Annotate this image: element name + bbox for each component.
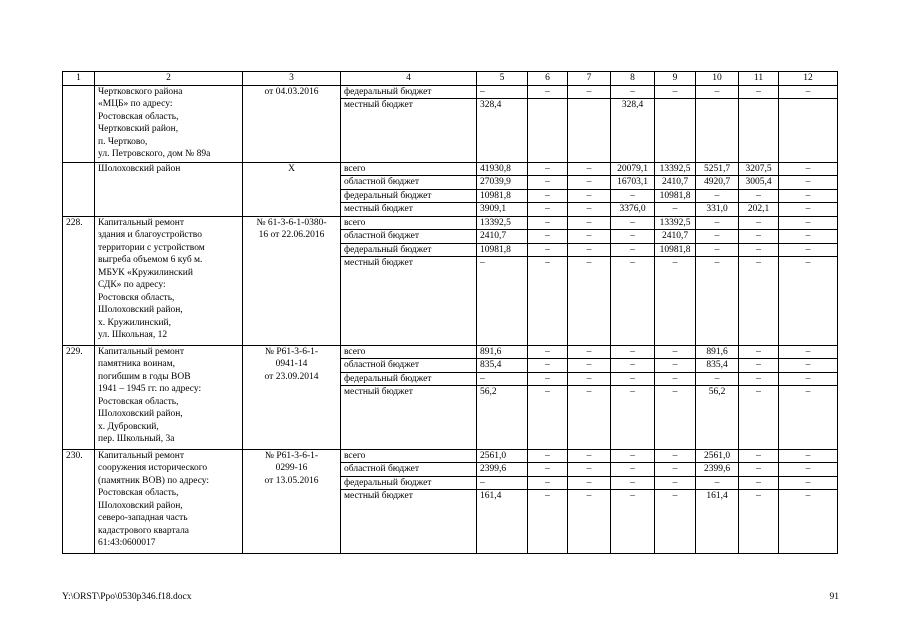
- funding-source: всего: [341, 345, 477, 359]
- object-name-line: северо-западная часть: [98, 513, 188, 523]
- value-cell-col-6: –: [528, 449, 568, 463]
- value-cell-col-5: –: [477, 476, 528, 490]
- value-cell-col-12: –: [779, 230, 838, 244]
- value-cell-col-12: –: [779, 463, 838, 477]
- value-cell-col-11: –: [739, 216, 779, 230]
- value-cell-col-6: –: [528, 230, 568, 244]
- value-cell-col-7: –: [568, 162, 611, 176]
- column-header-1: 1: [63, 72, 95, 86]
- document-reference: [243, 162, 341, 216]
- document-reference-line: № 61-3-6-1-0380-: [256, 217, 327, 228]
- value-cell-col-10: 2561,0: [696, 449, 739, 463]
- value-cell-col-12: –: [779, 257, 838, 346]
- value-cell-col-8: 20079,1: [611, 162, 655, 176]
- value-cell-col-5: 41930,8: [477, 162, 528, 176]
- value-cell-col-8: –: [611, 490, 655, 554]
- value-cell-col-11: –: [739, 449, 779, 463]
- column-header-11: 11: [739, 72, 779, 86]
- value-cell-col-9: –: [655, 257, 696, 346]
- table-row: [63, 345, 838, 359]
- funding-source: местный бюджет: [341, 490, 477, 554]
- value-cell-col-10: –: [696, 85, 739, 99]
- value-cell-col-10: 891,6: [696, 345, 739, 359]
- value-cell-col-11: –: [739, 85, 779, 99]
- funding-source: местный бюджет: [341, 257, 477, 346]
- object-name-line: Чертковского района: [98, 86, 183, 97]
- value-cell-col-7: –: [568, 85, 611, 99]
- value-cell-col-5: 56,2: [477, 386, 528, 450]
- value-cell-col-6: –: [528, 243, 568, 257]
- value-cell-col-6: –: [528, 85, 568, 99]
- value-cell-col-11: –: [739, 243, 779, 257]
- funding-source: всего: [341, 162, 477, 176]
- value-cell-col-6: –: [528, 257, 568, 346]
- value-cell-col-7: –: [568, 463, 611, 477]
- funding-source: местный бюджет: [341, 203, 477, 217]
- value-cell-col-10: –: [696, 476, 739, 490]
- object-name-line: Капитальный ремонт: [98, 217, 185, 228]
- funding-source: областной бюджет: [341, 463, 477, 477]
- value-cell-col-8: –: [611, 359, 655, 373]
- value-cell-col-11: –: [739, 359, 779, 373]
- value-cell-col-8: –: [611, 372, 655, 386]
- value-cell-col-9: 2410,7: [655, 176, 696, 190]
- value-cell-col-10: –: [696, 189, 739, 203]
- value-cell-col-5: –: [477, 85, 528, 99]
- document-reference-line: № Р61-3-6-1-: [264, 450, 319, 461]
- column-header-12: 12: [779, 72, 838, 86]
- value-cell-col-9: –: [655, 203, 696, 217]
- object-name-line: Капитальный ремонт: [98, 450, 185, 461]
- value-cell-col-10: 5251,7: [696, 162, 739, 176]
- value-cell-col-12: –: [779, 85, 838, 99]
- value-cell-col-12: –: [779, 189, 838, 203]
- value-cell-col-5: –: [477, 257, 528, 346]
- object-name: [95, 216, 243, 345]
- value-cell-col-9: –: [655, 449, 696, 463]
- object-name-line: сооружения исторического: [98, 463, 208, 473]
- value-cell-col-9: 10981,8: [655, 243, 696, 257]
- value-cell-col-8: –: [611, 476, 655, 490]
- value-cell-col-11: –: [739, 476, 779, 490]
- item-number: 229.: [63, 345, 95, 449]
- value-cell-col-8: –: [611, 386, 655, 450]
- object-name-line: Чертковский район,: [98, 124, 179, 134]
- value-cell-col-12: –: [779, 176, 838, 190]
- funding-source: федеральный бюджет: [341, 85, 477, 99]
- value-cell-col-6: –: [528, 372, 568, 386]
- document-reference-line: от 13.05.2016: [264, 475, 319, 486]
- value-cell-col-12: –: [779, 476, 838, 490]
- document-reference-line: 0941-14: [275, 359, 308, 369]
- value-cell-col-12: –: [779, 203, 838, 217]
- value-cell-col-6: –: [528, 189, 568, 203]
- value-cell-col-6: –: [528, 476, 568, 490]
- value-cell-col-9: –: [655, 463, 696, 477]
- value-cell-col-10: –: [696, 257, 739, 346]
- object-name-line: Шолоховский район,: [98, 305, 183, 315]
- object-name-line: выгреба объемом 6 куб м.: [98, 255, 203, 265]
- document-reference: [243, 345, 341, 449]
- value-cell-col-11: [739, 99, 779, 163]
- object-name-line: «МЦБ» по адресу:: [98, 99, 173, 109]
- value-cell-col-5: 161,4: [477, 490, 528, 554]
- funding-source: местный бюджет: [341, 99, 477, 163]
- value-cell-col-8: 328,4: [611, 99, 655, 163]
- object-name: [95, 449, 243, 553]
- value-cell-col-9: –: [655, 372, 696, 386]
- object-name-line: 1941 – 1945 гг. по адресу:: [98, 384, 202, 394]
- value-cell-col-12: –: [779, 372, 838, 386]
- table-body: [63, 72, 838, 554]
- object-name-line: Шолоховский район: [98, 163, 181, 174]
- document-reference: [243, 449, 341, 553]
- object-name: [95, 85, 243, 162]
- column-header-10: 10: [696, 72, 739, 86]
- value-cell-col-8: –: [611, 257, 655, 346]
- value-cell-col-7: –: [568, 189, 611, 203]
- value-cell-col-5: 835,4: [477, 359, 528, 373]
- document-reference: [243, 216, 341, 345]
- value-cell-col-10: 56,2: [696, 386, 739, 450]
- table-row: [63, 216, 838, 230]
- value-cell-col-11: –: [739, 463, 779, 477]
- object-name-line: Ростовская область,: [98, 111, 179, 122]
- document-reference: [243, 85, 341, 162]
- value-cell-col-8: –: [611, 216, 655, 230]
- value-cell-col-8: –: [611, 85, 655, 99]
- value-cell-col-8: –: [611, 463, 655, 477]
- value-cell-col-11: –: [739, 189, 779, 203]
- object-name-line: погибшим в годы ВОВ: [98, 371, 191, 382]
- value-cell-col-10: 4920,7: [696, 176, 739, 190]
- object-name-line: ул. Петровского, дом № 89а: [98, 149, 211, 159]
- object-name-line: п. Чертково,: [98, 136, 148, 147]
- column-header-4: 4: [341, 72, 477, 86]
- document-reference-line: Х: [288, 163, 295, 174]
- object-name-line: МБУК «Кружилинский: [98, 267, 193, 278]
- item-number: 228.: [63, 216, 95, 345]
- value-cell-col-7: –: [568, 449, 611, 463]
- item-number: [63, 85, 95, 162]
- value-cell-col-7: –: [568, 372, 611, 386]
- value-cell-col-10: –: [696, 243, 739, 257]
- value-cell-col-11: 3207,5: [739, 162, 779, 176]
- column-header-8: 8: [611, 72, 655, 86]
- value-cell-col-11: –: [739, 372, 779, 386]
- value-cell-col-10: –: [696, 216, 739, 230]
- value-cell-col-5: 10981,8: [477, 189, 528, 203]
- object-name-line: Капитальный ремонт: [98, 346, 185, 357]
- value-cell-col-7: –: [568, 243, 611, 257]
- value-cell-col-9: [655, 99, 696, 163]
- value-cell-col-9: 13392,5: [655, 216, 696, 230]
- table-row: [63, 162, 838, 176]
- funding-source: всего: [341, 216, 477, 230]
- value-cell-col-5: 328,4: [477, 99, 528, 163]
- value-cell-col-11: –: [739, 345, 779, 359]
- document-reference-line: 16 от 22.06.2016: [258, 230, 325, 240]
- value-cell-col-10: –: [696, 230, 739, 244]
- item-number: 230.: [63, 449, 95, 553]
- object-name-line: х. Кружилинский,: [98, 317, 172, 328]
- value-cell-col-7: –: [568, 359, 611, 373]
- object-name: [95, 345, 243, 449]
- value-cell-col-12: –: [779, 216, 838, 230]
- object-name-line: х. Дубровский,: [98, 421, 159, 432]
- object-name-line: кадастрового квартала: [98, 525, 190, 536]
- value-cell-col-7: –: [568, 490, 611, 554]
- value-cell-col-9: 10981,8: [655, 189, 696, 203]
- value-cell-col-5: 2399,6: [477, 463, 528, 477]
- value-cell-col-7: –: [568, 203, 611, 217]
- document-reference-line: № Р61-3-6-1-: [264, 346, 319, 357]
- object-name-line: памятника воинам,: [98, 359, 176, 369]
- value-cell-col-11: –: [739, 490, 779, 554]
- value-cell-col-8: –: [611, 230, 655, 244]
- column-header-9: 9: [655, 72, 696, 86]
- value-cell-col-6: –: [528, 490, 568, 554]
- value-cell-col-7: –: [568, 345, 611, 359]
- object-name-line: пер. Школьный, 3а: [98, 434, 175, 444]
- object-name-line: ул. Школьная, 12: [98, 330, 168, 340]
- document-reference-line: от 23.09.2014: [264, 371, 319, 382]
- value-cell-col-8: 3376,0: [611, 203, 655, 217]
- value-cell-col-10: 835,4: [696, 359, 739, 373]
- value-cell-col-10: [696, 99, 739, 163]
- value-cell-col-9: –: [655, 359, 696, 373]
- value-cell-col-6: –: [528, 203, 568, 217]
- footer-file-path: Y:\ORST\Ppo\0530p346.f18.docx: [62, 592, 192, 602]
- object-name-line: Шолоховский район,: [98, 500, 183, 511]
- value-cell-col-6: –: [528, 162, 568, 176]
- value-cell-col-5: 2410,7: [477, 230, 528, 244]
- footer-page-number: 91: [829, 592, 839, 602]
- value-cell-col-7: –: [568, 176, 611, 190]
- object-name-line: Шолоховский район,: [98, 409, 183, 419]
- funding-source: местный бюджет: [341, 386, 477, 450]
- funding-source: федеральный бюджет: [341, 476, 477, 490]
- value-cell-col-11: 3005,4: [739, 176, 779, 190]
- document-reference-line: от 04.03.2016: [264, 86, 319, 97]
- object-name: [95, 162, 243, 216]
- value-cell-col-6: –: [528, 463, 568, 477]
- value-cell-col-11: –: [739, 386, 779, 450]
- value-cell-col-10: 2399,6: [696, 463, 739, 477]
- value-cell-col-8: –: [611, 243, 655, 257]
- value-cell-col-9: –: [655, 476, 696, 490]
- value-cell-col-7: –: [568, 230, 611, 244]
- value-cell-col-8: 16703,1: [611, 176, 655, 190]
- value-cell-col-12: –: [779, 162, 838, 176]
- value-cell-col-7: –: [568, 476, 611, 490]
- value-cell-col-8: –: [611, 345, 655, 359]
- object-name-line: Ростовская область,: [98, 396, 179, 407]
- value-cell-col-9: 13392,5: [655, 162, 696, 176]
- funding-source: федеральный бюджет: [341, 243, 477, 257]
- value-cell-col-7: –: [568, 386, 611, 450]
- value-cell-col-7: –: [568, 216, 611, 230]
- funding-source: областной бюджет: [341, 230, 477, 244]
- object-name-line: здания и благоустройство: [98, 230, 202, 240]
- value-cell-col-5: 27039,9: [477, 176, 528, 190]
- value-cell-col-7: [568, 99, 611, 163]
- document-reference-line: 0299-16: [275, 463, 308, 473]
- table-row: [63, 85, 838, 99]
- object-name-line: территории с устройством: [98, 242, 205, 253]
- funding-source: федеральный бюджет: [341, 372, 477, 386]
- object-name-line: СДК» по адресу:: [98, 280, 166, 290]
- value-cell-col-6: –: [528, 386, 568, 450]
- table-row: [63, 449, 838, 463]
- column-header-2: 2: [95, 72, 243, 86]
- value-cell-col-6: [528, 99, 568, 163]
- funding-source: областной бюджет: [341, 359, 477, 373]
- value-cell-col-5: 3909,1: [477, 203, 528, 217]
- value-cell-col-11: –: [739, 230, 779, 244]
- value-cell-col-9: 2410,7: [655, 230, 696, 244]
- funding-source: областной бюджет: [341, 176, 477, 190]
- value-cell-col-5: 2561,0: [477, 449, 528, 463]
- item-number: [63, 162, 95, 216]
- value-cell-col-12: –: [779, 490, 838, 554]
- object-name-line: 61:43:0600017: [98, 538, 156, 548]
- object-name-line: (памятник ВОВ) по адресу:: [98, 475, 210, 486]
- value-cell-col-6: –: [528, 345, 568, 359]
- value-cell-col-12: –: [779, 345, 838, 359]
- object-name-line: Ростовскя область,: [98, 292, 175, 303]
- value-cell-col-9: –: [655, 345, 696, 359]
- column-header-6: 6: [528, 72, 568, 86]
- value-cell-col-8: –: [611, 449, 655, 463]
- value-cell-col-10: 331,0: [696, 203, 739, 217]
- column-header-7: 7: [568, 72, 611, 86]
- value-cell-col-6: –: [528, 216, 568, 230]
- budget-table: [62, 71, 838, 554]
- value-cell-col-12: –: [779, 243, 838, 257]
- value-cell-col-9: –: [655, 490, 696, 554]
- object-name-line: Ростовская область,: [98, 488, 179, 498]
- value-cell-col-12: –: [779, 386, 838, 450]
- value-cell-col-5: 13392,5: [477, 216, 528, 230]
- value-cell-col-6: –: [528, 359, 568, 373]
- value-cell-col-9: –: [655, 85, 696, 99]
- column-header-3: 3: [243, 72, 341, 86]
- value-cell-col-12: –: [779, 359, 838, 373]
- column-header-row: [63, 72, 838, 86]
- value-cell-col-10: –: [696, 372, 739, 386]
- value-cell-col-6: –: [528, 176, 568, 190]
- column-header-5: 5: [477, 72, 528, 86]
- funding-source: всего: [341, 449, 477, 463]
- value-cell-col-7: –: [568, 257, 611, 346]
- value-cell-col-5: –: [477, 372, 528, 386]
- value-cell-col-8: –: [611, 189, 655, 203]
- value-cell-col-11: –: [739, 257, 779, 346]
- value-cell-col-9: –: [655, 386, 696, 450]
- value-cell-col-10: 161,4: [696, 490, 739, 554]
- value-cell-col-12: –: [779, 449, 838, 463]
- value-cell-col-5: 10981,8: [477, 243, 528, 257]
- value-cell-col-5: 891,6: [477, 345, 528, 359]
- value-cell-col-12: [779, 99, 838, 163]
- funding-source: федеральный бюджет: [341, 189, 477, 203]
- value-cell-col-11: 202,1: [739, 203, 779, 217]
